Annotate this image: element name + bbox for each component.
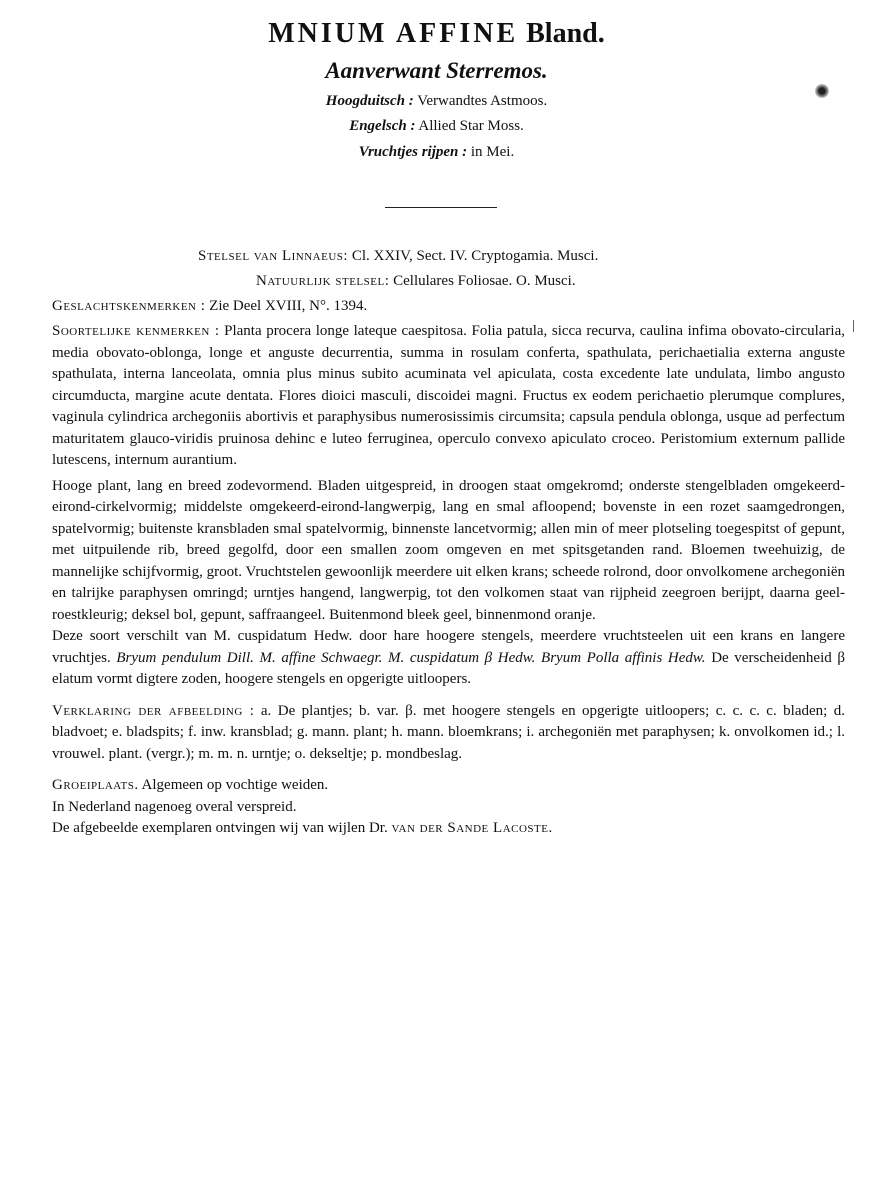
distribution-text: In Nederland nagenoeg overal verspreid.: [52, 798, 297, 815]
species-dutch-text: Hooge plant, lang en breed zodevormend. Bladen uitgespreid, in droogen staat omgekromd; onderste stengelbladen omgekeerd-eirond-cirkelvormig; middelste omgekeerd-eirond-langwerpig, lang en smal afloopend; bovenste in een rozet saamgedrongen, spatelvormig; buitenste kransbladen smal spatelvormig, binnenste lancetvormig; allen min of meer plotseling toegespitst of gepunt, met uitpuilende rib, breed gegolfd, door een smallen zoom omgeven en met spitsgetanden rand. Bloemen tweehuizig, de mannelijke schijfvormig, groot. Vruchtstelen gewoonlijk meerdere uit elken krans; scheede rolrond, door onvolkomene archegoniën en talrijke paraphysen omringd; urntjes hangend, langwerpig, tot den volkomen staat van rijpheid zeegroen berijpt, daarna geel-roestkleurig; deksel bol, gepunt, saffraangeel. Buitenmond bleek geel, binnenmond oranje.: [52, 477, 845, 623]
linnaeus-value: Cl. XXIV, Sect. IV. Cryptogamia. Musci.: [351, 248, 599, 264]
english-name-line: [0, 118, 873, 135]
fruiting-label: Vruchtjes rijpen :: [358, 144, 468, 160]
synonyms-text: Bryum pendulum Dill. M. affine Schwaegr. M. cuspidatum β Hedw. Bryum Polla affinis Hedw.: [116, 649, 706, 666]
german-value: Verwandtes Astmoos.: [417, 93, 548, 109]
fruiting-value: in Mei.: [470, 144, 515, 160]
english-value: Allied Star Moss.: [418, 118, 524, 134]
differences-paragraph: [52, 626, 845, 691]
habitat-line: [52, 775, 845, 797]
genus-characters-line: [52, 298, 367, 315]
species-latin-paragraph: [52, 321, 845, 472]
title-species-name: MNIUM AFFINE: [268, 18, 519, 49]
linnaeus-system-line: [198, 248, 598, 265]
differences-text: Deze soort verschilt van M. cuspidatum Hedw. door hare hoogere stengels, meerdere vruchtsteelen uit een krans en langere vruchtjes.: [52, 628, 845, 666]
source-line: [52, 818, 845, 840]
genus-label: Geslachtskenmerken :: [52, 298, 206, 314]
german-name-line: [0, 93, 873, 110]
explanation-paragraph: [52, 701, 845, 766]
species-label: Soortelijke kenmerken :: [52, 323, 220, 339]
collector-name: van der Sande Lacoste.: [391, 820, 553, 836]
page-title: [0, 18, 873, 50]
natural-label: Natuurlijk stelsel:: [256, 273, 390, 289]
german-label: Hoogduitsch :: [325, 93, 414, 109]
species-dutch-paragraph: [52, 476, 845, 627]
source-text: De afgebeelde exemplaren ontvingen wij van wijlen Dr.: [52, 820, 388, 836]
divider-rule: [385, 207, 497, 208]
dutch-common-name: Aanverwant Sterremos.: [325, 58, 548, 83]
linnaeus-label: Stelsel van Linnaeus:: [198, 248, 349, 264]
natural-value: Cellulares Foliosae. O. Musci.: [393, 273, 576, 289]
english-label: Engelsch :: [349, 118, 416, 134]
habitat-label: Groeiplaats.: [52, 777, 139, 793]
habitat-text: Algemeen op vochtige weiden.: [141, 777, 329, 793]
margin-mark: [853, 320, 857, 332]
explanation-label: Verklaring der afbeelding :: [52, 702, 255, 719]
main-text: [52, 321, 845, 840]
variety-text: De verscheidenheid β elatum vormt digtere zoden, hoogere stengels en opgerigte uitloopers.: [52, 649, 846, 687]
fruiting-line: [0, 144, 873, 161]
distribution-line: [52, 797, 845, 819]
genus-value: Zie Deel XVIII, N°. 1394.: [209, 298, 368, 314]
explanation-text: a. De plantjes; b. var. β. met hoogere stengels en opgerigte uitloopers; c. c. c. c. bladen; d. bladvoet; e. bladspits; f. inw. kransblad; g. mann. plant; h. mann. bloemkrans; i. archegoniën met paraphysen; k. onvolkomen id.; l. vrouwel. plant. (vergr.); m. m. n. urntje; o. dekseltje; p. mondbeslag.: [52, 702, 845, 762]
natural-system-line: [256, 273, 576, 290]
title-author: Bland.: [526, 18, 605, 49]
species-latin-text: Planta procera longe lateque caespitosa. Folia patula, sicca recurva, caulina infima obovato-circularia, media obovato-oblonga, longe et anguste decurrentia, summa in rosulam conferta, spathulata, perichaetialia externa anguste spathulata, interna lanceolata, omnia plus minus subito acuminata vel apiculata, costa excedente late undulata, limbo angusto circumducta, margine acute dentata. Flores dioici masculi, discoidei magni. Fructus ex eodem perichaetio plerumque complures, vaginula cylindrica archegoniis abortivis et paraphysibus numerosissimis circumsita; capsula pendula oblonga, usque ad perfectum maturitatem glauco-viridis pruinosa dehinc e luteo ferruginea, operculo convexo apiculato croceo. Peristomium externum pallide lutescens, internum aurantium.: [52, 323, 845, 468]
ink-smudge: [815, 84, 829, 98]
